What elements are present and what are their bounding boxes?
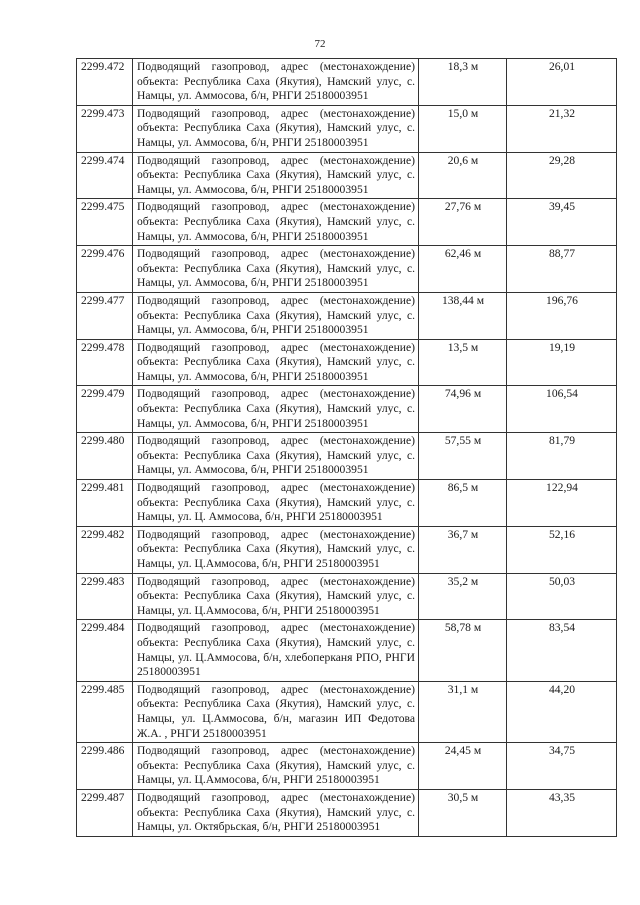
registry-number-cell: 2299.487 [77,789,133,836]
table-row [77,573,617,620]
table-row [77,152,617,199]
value-cell: 81,79 [507,433,617,480]
table-row [77,292,617,339]
length-cell: 13,5 м [419,339,507,386]
length-cell: 15,0 м [419,105,507,152]
value-cell: 19,19 [507,339,617,386]
registry-number-cell: 2299.481 [77,480,133,527]
length-cell: 57,55 м [419,433,507,480]
registry-number-cell: 2299.480 [77,433,133,480]
length-cell: 24,45 м [419,743,507,790]
value-cell: 196,76 [507,292,617,339]
object-description-cell: Подводящий газопровод, адрес (местонахождение) объекта: Республика Саха (Якутия), Намский улус, с. Намцы, ул. Аммосова, б/н, РНГИ 25180003951 [133,386,419,433]
value-cell: 44,20 [507,681,617,742]
table-row [77,433,617,480]
table-row [77,681,617,742]
page-number: 72 [314,38,326,50]
object-description-cell: Подводящий газопровод, адрес (местонахождение) объекта: Республика Саха (Якутия), Намский улус, с. Намцы, ул. Аммосова, б/н, РНГИ 25180003951 [133,292,419,339]
table-row [77,789,617,836]
object-description-cell: Подводящий газопровод, адрес (местонахождение) объекта: Республика Саха (Якутия), Намский улус, с. Намцы, ул. Октябрьская, б/н, РНГИ 25180003951 [133,789,419,836]
table-row [77,386,617,433]
length-cell: 18,3 м [419,59,507,106]
value-cell: 88,77 [507,246,617,293]
value-cell: 34,75 [507,743,617,790]
object-description-cell: Подводящий газопровод, адрес (местонахождение) объекта: Республика Саха (Якутия), Намский улус, с. Намцы, ул. Ц.Аммосова, б/н, хлебоперканя РПО, РНГИ 25180003951 [133,620,419,681]
registry-number-cell: 2299.476 [77,246,133,293]
length-cell: 35,2 м [419,573,507,620]
registry-number-cell: 2299.485 [77,681,133,742]
table-row [77,526,617,573]
table-row [77,339,617,386]
table-row [77,480,617,527]
length-cell: 31,1 м [419,681,507,742]
value-cell: 26,01 [507,59,617,106]
registry-number-cell: 2299.472 [77,59,133,106]
table-row [77,59,617,106]
length-cell: 86,5 м [419,480,507,527]
length-cell: 58,78 м [419,620,507,681]
length-cell: 30,5 м [419,789,507,836]
object-description-cell: Подводящий газопровод, адрес (местонахождение) объекта: Республика Саха (Якутия), Намский улус, с. Намцы, ул. Аммосова, б/н, РНГИ 25180003951 [133,152,419,199]
length-cell: 62,46 м [419,246,507,293]
value-cell: 21,32 [507,105,617,152]
property-registry-table [76,58,617,837]
object-description-cell: Подводящий газопровод, адрес (местонахождение) объекта: Республика Саха (Якутия), Намский улус, с. Намцы, ул. Ц.Аммосова, б/н, РНГИ 25180003951 [133,526,419,573]
object-description-cell: Подводящий газопровод, адрес (местонахождение) объекта: Республика Саха (Якутия), Намский улус, с. Намцы, ул. Аммосова, б/н, РНГИ 25180003951 [133,339,419,386]
registry-number-cell: 2299.477 [77,292,133,339]
table-row [77,246,617,293]
value-cell: 106,54 [507,386,617,433]
value-cell: 43,35 [507,789,617,836]
registry-number-cell: 2299.482 [77,526,133,573]
registry-number-cell: 2299.484 [77,620,133,681]
object-description-cell: Подводящий газопровод, адрес (местонахождение) объекта: Республика Саха (Якутия), Намский улус, с. Намцы, ул. Аммосова, б/н, РНГИ 25180003951 [133,246,419,293]
object-description-cell: Подводящий газопровод, адрес (местонахождение) объекта: Республика Саха (Якутия), Намский улус, с. Намцы, ул. Ц.Аммосова, б/н, магазин ИП Федотова Ж.А. , РНГИ 25180003951 [133,681,419,742]
object-description-cell: Подводящий газопровод, адрес (местонахождение) объекта: Республика Саха (Якутия), Намский улус, с. Намцы, ул. Аммосова, б/н, РНГИ 25180003951 [133,59,419,106]
value-cell: 29,28 [507,152,617,199]
object-description-cell: Подводящий газопровод, адрес (местонахождение) объекта: Республика Саха (Якутия), Намский улус, с. Намцы, ул. Аммосова, б/н, РНГИ 25180003951 [133,433,419,480]
object-description-cell: Подводящий газопровод, адрес (местонахождение) объекта: Республика Саха (Якутия), Намский улус, с. Намцы, ул. Ц. Аммосова, б/н, РНГИ 25180003951 [133,480,419,527]
registry-number-cell: 2299.486 [77,743,133,790]
table-row [77,199,617,246]
registry-number-cell: 2299.475 [77,199,133,246]
length-cell: 27,76 м [419,199,507,246]
registry-number-cell: 2299.474 [77,152,133,199]
object-description-cell: Подводящий газопровод, адрес (местонахождение) объекта: Республика Саха (Якутия), Намский улус, с. Намцы, ул. Аммосова, б/н, РНГИ 25180003951 [133,199,419,246]
table-row [77,620,617,681]
registry-number-cell: 2299.479 [77,386,133,433]
value-cell: 52,16 [507,526,617,573]
object-description-cell: Подводящий газопровод, адрес (местонахождение) объекта: Республика Саха (Якутия), Намский улус, с. Намцы, ул. Ц.Аммосова, б/н, РНГИ 25180003951 [133,573,419,620]
registry-number-cell: 2299.483 [77,573,133,620]
value-cell: 122,94 [507,480,617,527]
table-body [77,59,617,837]
length-cell: 20,6 м [419,152,507,199]
table-row [77,105,617,152]
length-cell: 36,7 м [419,526,507,573]
length-cell: 74,96 м [419,386,507,433]
value-cell: 50,03 [507,573,617,620]
value-cell: 39,45 [507,199,617,246]
registry-number-cell: 2299.478 [77,339,133,386]
value-cell: 83,54 [507,620,617,681]
object-description-cell: Подводящий газопровод, адрес (местонахождение) объекта: Республика Саха (Якутия), Намский улус, с. Намцы, ул. Ц.Аммосова, б/н, РНГИ 25180003951 [133,743,419,790]
length-cell: 138,44 м [419,292,507,339]
registry-number-cell: 2299.473 [77,105,133,152]
table-row [77,743,617,790]
object-description-cell: Подводящий газопровод, адрес (местонахождение) объекта: Республика Саха (Якутия), Намский улус, с. Намцы, ул. Аммосова, б/н, РНГИ 25180003951 [133,105,419,152]
